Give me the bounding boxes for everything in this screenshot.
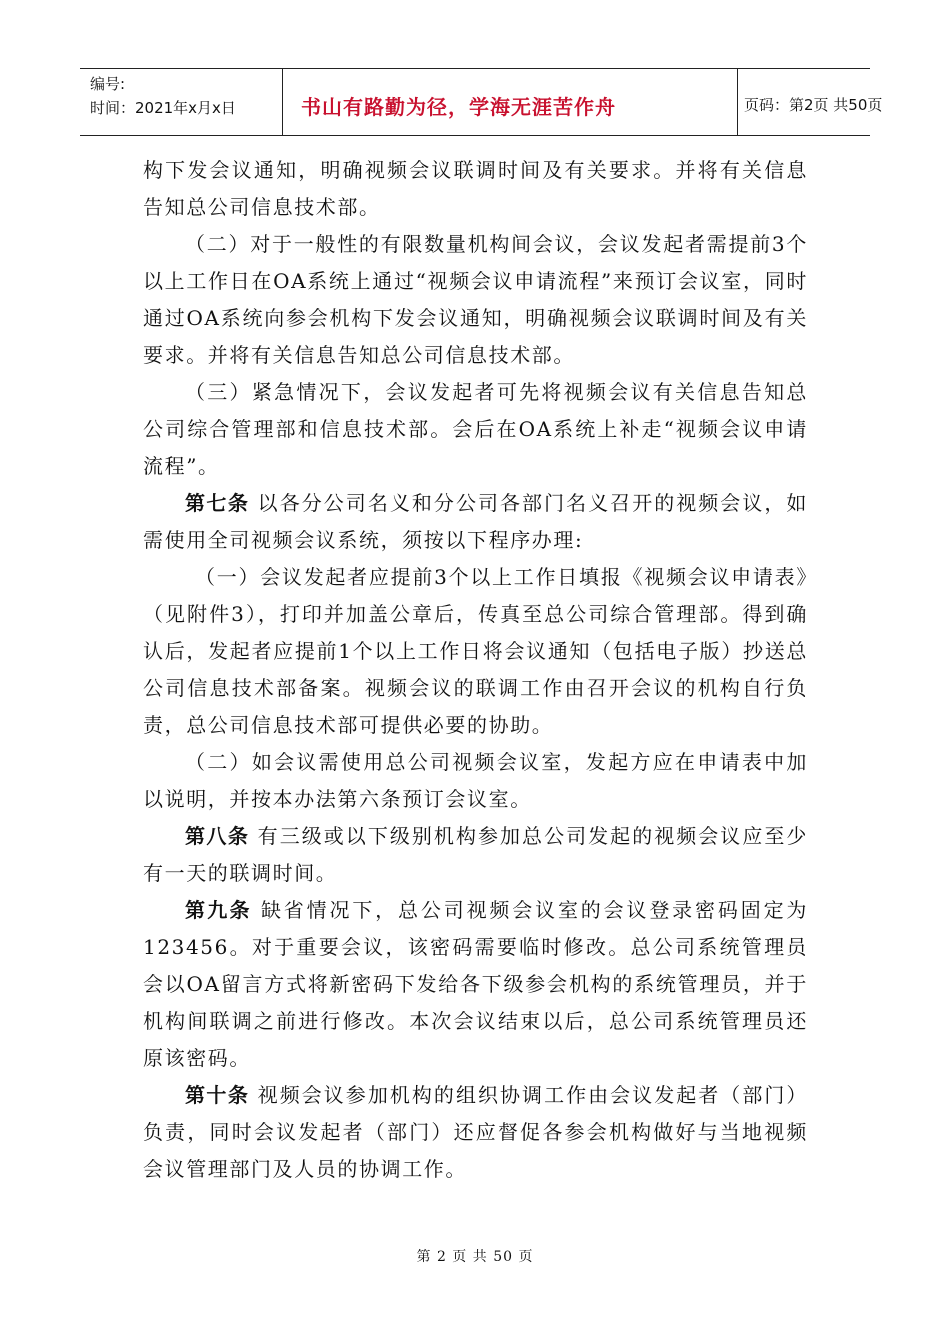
paragraph-text: （二）如会议需使用总公司视频会议室，发起方应在申请表中加以说明，并按本办法第六条预订会议室。 [143, 750, 808, 811]
paragraph-text: 构下发会议通知，明确视频会议联调时间及有关要求。并将有关信息告知总公司信息技术部。 [143, 158, 808, 219]
article-paragraph [143, 892, 808, 1077]
document-body [143, 152, 808, 1188]
paragraph [143, 226, 808, 374]
article-paragraph [143, 1077, 808, 1188]
document-number-label: 编号: [90, 75, 126, 93]
paragraph [143, 152, 808, 226]
paragraph-text: 以各分公司名义和分公司各部门名义召开的视频会议，如需使用全司视频会议系统，须按以下程序办理: [143, 491, 808, 552]
article-number: 第九条 [185, 898, 252, 922]
paragraph-text: （二）对于一般性的有限数量机构间会议，会议发起者需提前3个以上工作日在OA系统上通过“视频会议申请流程”来预订会议室，同时通过OA系统向参会机构下发会议通知，明确视频会议联调时间及有关要求。并将有关信息告知总公司信息技术部。 [143, 232, 808, 367]
article-number: 第十条 [185, 1083, 250, 1107]
header-meta-cell [80, 69, 283, 135]
header-page-cell [738, 69, 883, 135]
document-date: 时间：2021年x月x日 [90, 99, 236, 117]
paragraph-text: 缺省情况下，总公司视频会议室的会议登录密码固定为123456。对于重要会议，该密码需要临时修改。总公司系统管理员会以OA留言方式将新密码下发给各下级参会机构的系统管理员，并于机构间联调之前进行修改。本次会议结束以后，总公司系统管理员还原该密码。 [143, 898, 809, 1070]
article-number: 第八条 [185, 824, 250, 848]
paragraph [143, 559, 808, 744]
article-paragraph [143, 818, 808, 892]
paragraph [143, 744, 808, 818]
paragraph-text: （一）会议发起者应提前3个以上工作日填报《视频会议申请表》（见附件3），打印并加盖公章后，传真至总公司综合管理部。得到确认后，发起者应提前1个以上工作日将会议通知（包括电子版）抄送总公司信息技术部备案。视频会议的联调工作由召开会议的机构自行负责，总公司信息技术部可提供必要的协助。 [143, 565, 808, 737]
page-footer: 第 2 页 共 50 页 [416, 1249, 534, 1265]
paragraph-text: （三）紧急情况下，会议发起者可先将视频会议有关信息告知总公司综合管理部和信息技术部。会后在OA系统上补走“视频会议申请流程”。 [143, 380, 808, 478]
article-paragraph [143, 485, 808, 559]
paragraph-text: 视频会议参加机构的组织协调工作由会议发起者（部门）负责，同时会议发起者（部门）还应督促各参会机构做好与当地视频会议管理部门及人员的协调工作。 [143, 1083, 808, 1181]
header-motto: 书山有路勤为径，学海无涯苦作舟 [301, 95, 616, 119]
paragraph [143, 374, 808, 485]
header-page-info: 页码：第2页 共50页 [744, 96, 883, 114]
paragraph-text: 有三级或以下级别机构参加总公司发起的视频会议应至少有一天的联调时间。 [143, 824, 808, 885]
document-header [80, 68, 883, 136]
article-number: 第七条 [185, 491, 250, 515]
header-motto-cell [283, 69, 738, 135]
